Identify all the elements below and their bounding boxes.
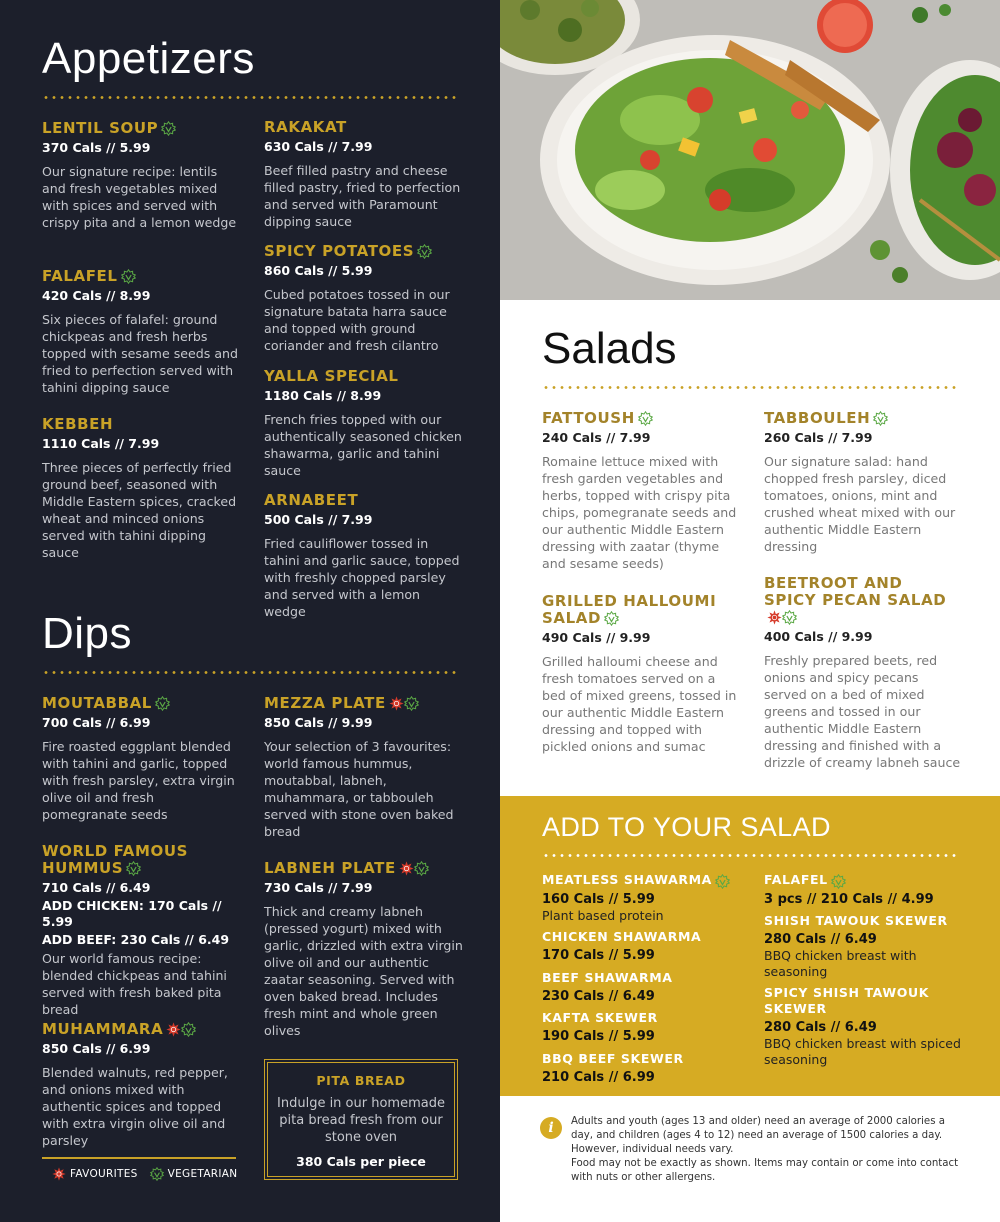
menu-item-muhammara xyxy=(42,1021,242,1149)
salads-divider xyxy=(542,386,960,389)
menu-item-grilled-halloumi-salad xyxy=(542,593,742,755)
item-description: Three pieces of perfectly fried ground beef, seasoned with Middle Eastern spices, cracked wheat and minced onions served with tahini dipping sauce xyxy=(42,460,237,560)
item-price: 370 Cals // 5.99 xyxy=(42,140,151,155)
favourite-icon xyxy=(52,1167,66,1181)
pita-title: PITA BREAD xyxy=(316,1073,406,1088)
item-price: 500 Cals // 7.99 xyxy=(264,512,373,527)
item-description: Our signature salad: hand chopped fresh parsley, diced tomatoes, onions, mint and crushed wheat mixed with our authentic Middle Eastern dressing xyxy=(764,454,956,554)
salad-photo-image xyxy=(500,0,1000,300)
item-description: Our signature recipe: lentils and fresh vegetables mixed with spices and served with crispy pita and a lemon wedge xyxy=(42,164,237,230)
item-description: Blended walnuts, red pepper, and onions mixed with authentic spices and topped with extra virgin olive oil and parsley xyxy=(42,1065,228,1148)
item-name: BEETROOT AND SPICY PECAN SALAD xyxy=(764,574,947,609)
menu-item-arnabeet xyxy=(264,492,464,620)
vegetarian-icon xyxy=(150,1167,164,1181)
addon-name: BEEF SHAWARMA xyxy=(542,970,673,985)
add-to-salad-section xyxy=(500,796,1000,1096)
vegetarian-icon xyxy=(121,269,136,284)
menu-item-kebbeh xyxy=(42,416,242,561)
addon-price: 280 Cals // 6.49 xyxy=(764,932,877,947)
vegetarian-icon xyxy=(715,874,730,889)
item-name: MEZZA PLATE xyxy=(264,694,386,712)
addon-name: FALAFEL xyxy=(764,872,828,887)
vegetarian-icon xyxy=(873,411,888,426)
vegetarian-icon xyxy=(155,696,170,711)
item-name: SPICY POTATOES xyxy=(264,242,415,260)
add-beef-price: ADD BEEF: 230 Cals // 6.49 xyxy=(42,932,230,947)
item-price: 710 Cals // 6.49 xyxy=(42,880,151,895)
menu-item-rakakat xyxy=(264,119,464,230)
item-price: 420 Cals // 8.99 xyxy=(42,288,151,303)
item-name: YALLA SPECIAL xyxy=(264,367,399,385)
item-description: Beef filled pastry and cheese filled pastry, fried to perfection and served with Paramount dipping sauce xyxy=(264,163,461,229)
addon-name: KAFTA SKEWER xyxy=(542,1010,658,1025)
addon-price: 280 Cals // 6.49 xyxy=(764,1020,877,1035)
salads-title: Salads xyxy=(542,324,677,373)
addon-name: MEATLESS SHAWARMA xyxy=(542,872,712,887)
addon-price: 3 pcs // 210 Cals // 4.99 xyxy=(764,891,934,907)
item-description: Cubed potatoes tossed in our signature batata harra sauce and topped with ground coriander and fresh cilantro xyxy=(264,287,450,353)
addon-description: BBQ chicken breast with seasoning xyxy=(764,948,917,979)
item-price: 850 Cals // 9.99 xyxy=(264,715,373,730)
legend-vegetarian: VEGETARIAN xyxy=(167,1168,238,1180)
notice-allergens: Food may not be exactly as shown. Items may contain or come into contact with nuts or other allergens. xyxy=(571,1158,959,1183)
item-price: 1180 Cals // 8.99 xyxy=(264,388,382,403)
menu-item-beetroot-spicy-pecan-salad xyxy=(764,575,964,771)
legend xyxy=(52,1167,249,1181)
item-description: Fire roasted eggplant blended with tahini and garlic, topped with fresh parsley, extra virgin olive oil and fresh pomegranate seeds xyxy=(42,739,235,822)
item-description: Grilled halloumi cheese and fresh tomatoes served on a bed of mixed greens, tossed in our authentic Middle Eastern dressing and topped with pickled onions and sumac xyxy=(542,654,737,754)
addon-description: BBQ chicken breast with spiced seasoning xyxy=(764,1036,961,1067)
appetizers-title: Appetizers xyxy=(42,34,255,83)
add-to-salad-title: ADD TO YOUR SALAD xyxy=(542,812,831,842)
add-divider xyxy=(542,854,960,857)
menu-item-falafel xyxy=(42,268,242,396)
addon-falafel xyxy=(764,872,964,908)
menu-item-mezza-plate xyxy=(264,695,464,840)
dips-divider xyxy=(42,671,460,674)
item-description: Thick and creamy labneh (pressed yogurt) mixed with garlic, drizzled with extra virgin olive oil and our authentic zaatar seasoning. Served with oven baked bread. Includes fresh mint and whole green olives xyxy=(264,904,463,1038)
pita-calories: 380 Cals per piece xyxy=(296,1154,426,1169)
addon-price: 160 Cals // 5.99 xyxy=(542,891,655,907)
addon-meatless-shawarma xyxy=(542,872,742,923)
item-price: 700 Cals // 6.99 xyxy=(42,715,151,730)
info-icon: i xyxy=(540,1117,562,1139)
item-name: ARNABEET xyxy=(264,491,359,509)
item-name: TABBOULEH xyxy=(764,409,871,427)
item-name: WORLD FAMOUS HUMMUS xyxy=(42,842,189,877)
addon-price: 210 Cals // 6.99 xyxy=(542,1070,655,1085)
item-description: Romaine lettuce mixed with fresh garden vegetables and herbs, topped with crispy pita chips, pomegranate seeds and our authentic Middle Eastern dressing with zaatar (thyme and sesame seeds) xyxy=(542,454,737,571)
pita-bread-box xyxy=(264,1059,458,1180)
vegetarian-icon xyxy=(161,121,176,136)
item-description: Our world famous recipe: blended chickpeas and tahini served with fresh baked pita bread xyxy=(42,951,227,1017)
addon-name: SHISH TAWOUK SKEWER xyxy=(764,913,948,928)
item-name: FALAFEL xyxy=(42,267,118,285)
menu-item-moutabbal xyxy=(42,695,242,823)
addon-price: 230 Cals // 6.49 xyxy=(542,989,655,1004)
item-name: RAKAKAT xyxy=(264,118,347,136)
addon-price: 170 Cals // 5.99 xyxy=(542,948,655,963)
menu-item-tabbouleh xyxy=(764,410,964,555)
menu-item-labneh-plate xyxy=(264,860,464,1039)
addon-spicy-shish-tawouk-skewer xyxy=(764,985,964,1067)
menu-item-spicy-potatoes xyxy=(264,243,464,354)
item-price: 400 Cals // 9.99 xyxy=(764,629,873,644)
salad-photo xyxy=(500,0,1000,300)
dips-title: Dips xyxy=(42,609,133,658)
item-price: 850 Cals // 6.99 xyxy=(42,1041,151,1056)
item-name: GRILLED HALLOUMI SALAD xyxy=(542,592,717,627)
menu-item-fattoush xyxy=(542,410,742,572)
item-price: 630 Cals // 7.99 xyxy=(264,139,373,154)
favourite-icon xyxy=(399,861,414,876)
menu-item-yalla-special xyxy=(264,368,464,479)
vegetarian-icon xyxy=(638,411,653,426)
nutrition-notice xyxy=(540,1115,960,1185)
add-chicken-price: ADD CHICKEN: 170 Cals // 5.99 xyxy=(42,898,222,929)
favourite-icon xyxy=(389,696,404,711)
addon-name: BBQ BEEF SKEWER xyxy=(542,1051,684,1066)
item-name: KEBBEH xyxy=(42,415,114,433)
item-name: MOUTABBAL xyxy=(42,694,152,712)
item-price: 1110 Cals // 7.99 xyxy=(42,436,160,451)
vegetarian-icon xyxy=(404,696,419,711)
vegetarian-icon xyxy=(181,1022,196,1037)
item-price: 490 Cals // 9.99 xyxy=(542,630,651,645)
legend-divider xyxy=(42,1157,236,1159)
addon-kafta-skewer xyxy=(542,1010,742,1045)
addon-description: Plant based protein xyxy=(542,907,664,923)
vegetarian-icon xyxy=(414,861,429,876)
item-description: Fried cauliflower tossed in tahini and garlic sauce, topped with freshly chopped parsley and served with a lemon wedge xyxy=(264,536,460,619)
legend-favourites: FAVOURITES xyxy=(70,1168,138,1180)
vegetarian-icon xyxy=(417,244,432,259)
addon-price: 190 Cals // 5.99 xyxy=(542,1029,655,1044)
addon-name: SPICY SHISH TAWOUK SKEWER xyxy=(764,985,930,1016)
favourite-icon xyxy=(166,1022,181,1037)
notice-calories: Adults and youth (ages 13 and older) need an average of 2000 calories a day, and children (ages 4 to 12) need an average of 1500 calories a day. However, individual needs vary. xyxy=(571,1116,945,1155)
addon-shish-tawouk-skewer xyxy=(764,913,964,979)
vegetarian-icon xyxy=(782,610,797,625)
item-price: 240 Cals // 7.99 xyxy=(542,430,651,445)
vegetarian-icon xyxy=(831,874,846,889)
item-price: 860 Cals // 5.99 xyxy=(264,263,373,278)
menu-item-world-famous-hummus xyxy=(42,843,252,1018)
addon-bbq-beef-skewer xyxy=(542,1051,742,1086)
addon-chicken-shawarma xyxy=(542,929,742,964)
item-price: 260 Cals // 7.99 xyxy=(764,430,873,445)
vegetarian-icon xyxy=(604,611,619,626)
addon-beef-shawarma xyxy=(542,970,742,1005)
item-description: French fries topped with our authentically seasoned chicken shawarma, garlic and tahini sauce xyxy=(264,412,462,478)
pita-description: Indulge in our homemade pita bread fresh from our stone oven xyxy=(277,1096,445,1145)
item-description: Freshly prepared beets, red onions and spicy pecans served on a bed of mixed greens and tossed in our authentic Middle Eastern dressing and finished with a drizzle of creamy labneh sauce xyxy=(764,653,961,770)
item-description: Six pieces of falafel: ground chickpeas and fresh herbs topped with sesame seeds and fried to perfection served with tahini dipping sauce xyxy=(42,312,239,395)
item-name: FATTOUSH xyxy=(542,409,635,427)
addon-name: CHICKEN SHAWARMA xyxy=(542,929,702,944)
vegetarian-icon xyxy=(126,861,141,876)
item-name: LABNEH PLATE xyxy=(264,859,396,877)
item-name: MUHAMMARA xyxy=(42,1020,164,1038)
item-description: Your selection of 3 favourites: world famous hummus, moutabbal, labneh, muhammara, or tabbouleh served with stone oven baked bread xyxy=(264,739,454,839)
menu-item-lentil-soup xyxy=(42,120,242,231)
favourite-icon xyxy=(767,610,782,625)
item-name: LENTIL SOUP xyxy=(42,119,159,137)
appetizers-divider xyxy=(42,96,460,99)
item-price: 730 Cals // 7.99 xyxy=(264,880,373,895)
